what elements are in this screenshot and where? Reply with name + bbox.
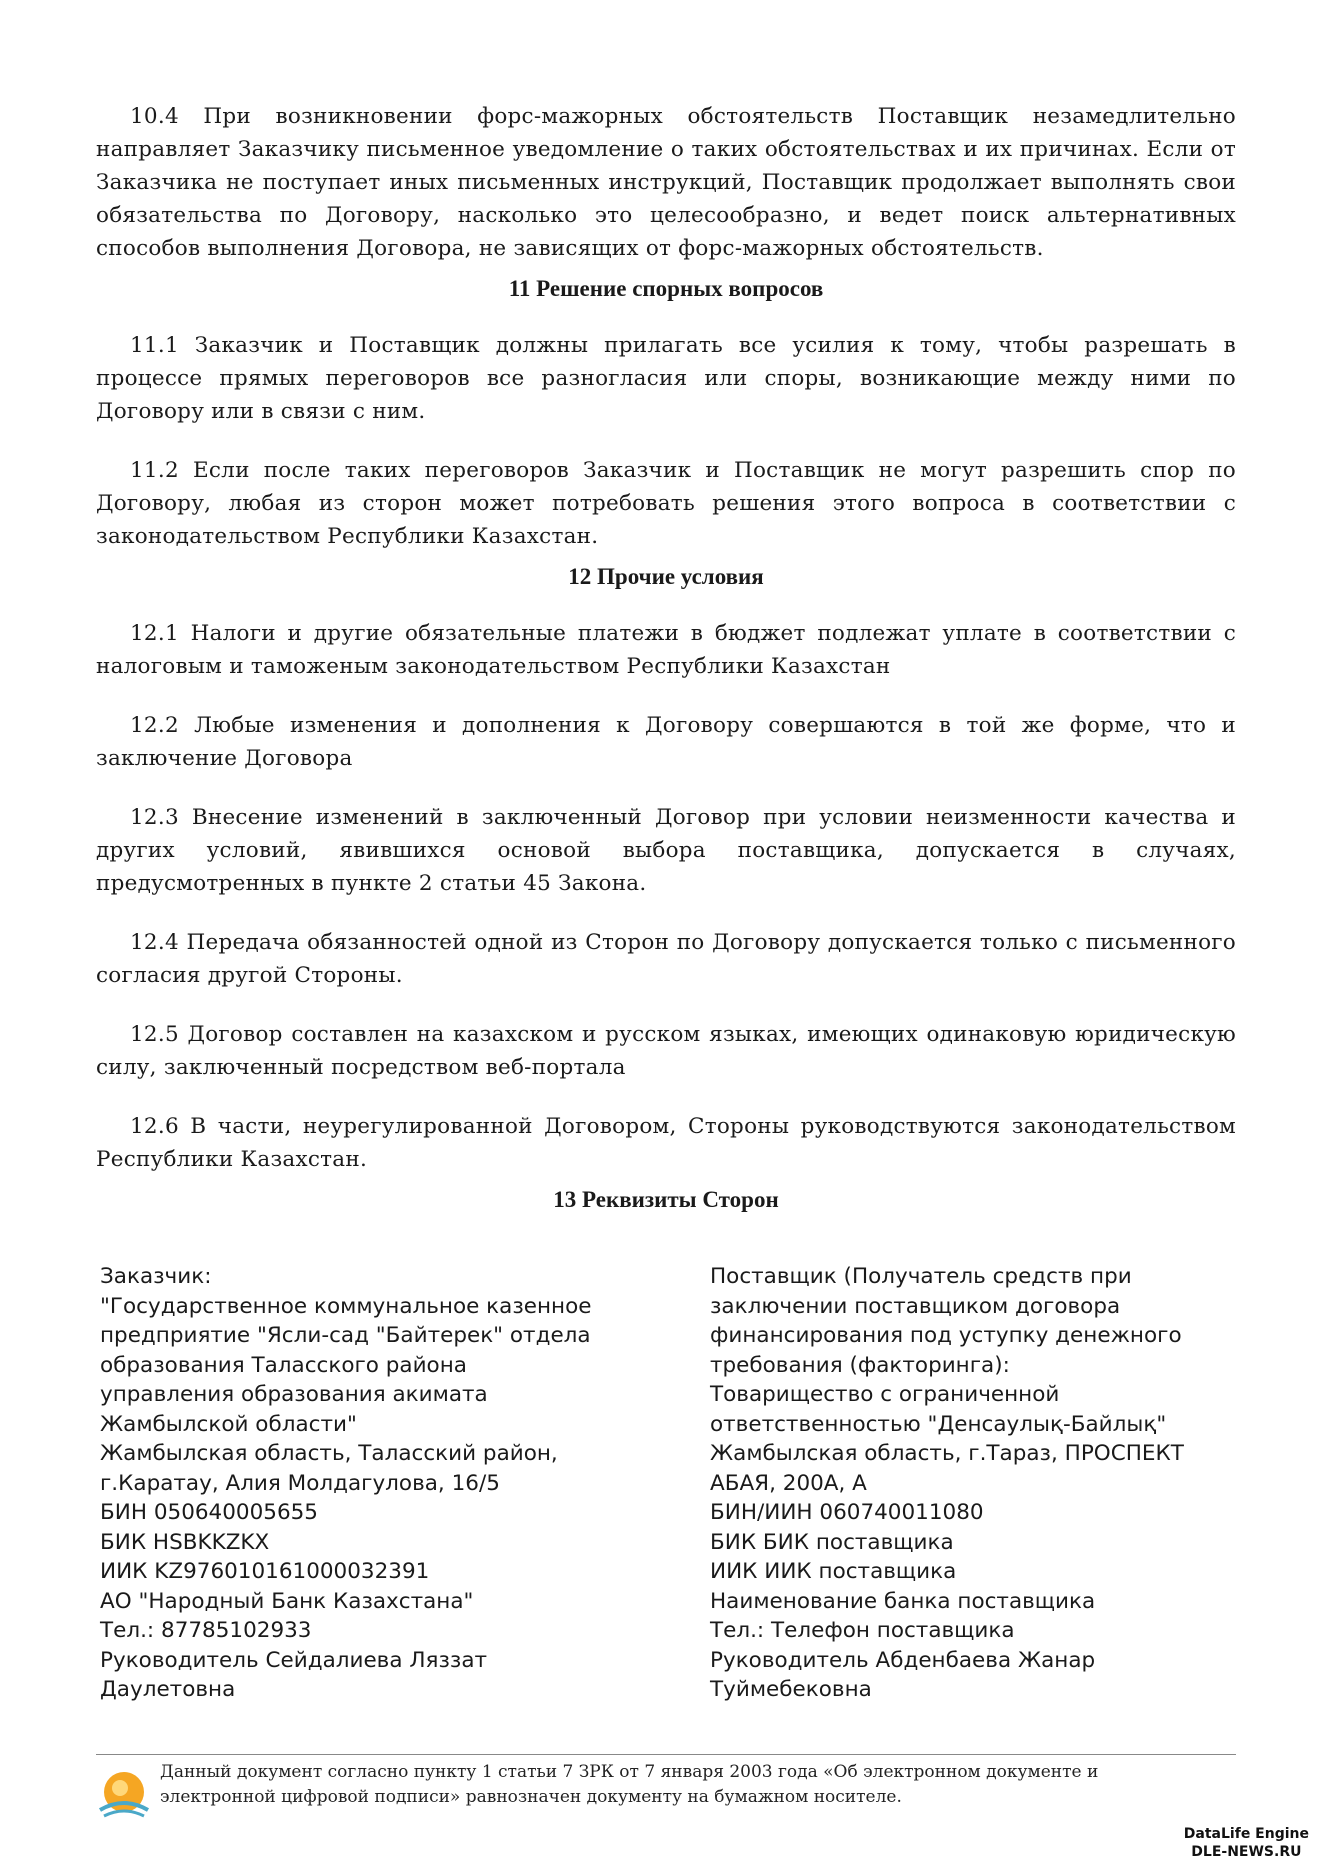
- customer-line: АО "Народный Банк Казахстана": [100, 1588, 474, 1614]
- supplier-line: Жамбылская область, г.Тараз, ПРОСПЕКТ: [710, 1441, 1184, 1466]
- paragraph-11-2: 11.2 Если после таких переговоров Заказчик и Поставщик не могут разрешить спор по Договору, любая из сторон может потребовать решения этого вопроса в соответствии с законодательством Республики Казахстан.: [96, 458, 1236, 549]
- paragraph-12-4: 12.4 Передача обязанностей одной из Сторон по Договору допускается только с письменного согласия другой Стороны.: [96, 930, 1236, 988]
- supplier-line: ИИК ИИК поставщика: [710, 1559, 957, 1584]
- customer-line: ИИК KZ976010161000032391: [100, 1559, 430, 1584]
- customer-line: управления образования акимата: [100, 1382, 488, 1407]
- heading-section-13: 13 Реквизиты Сторон: [553, 1187, 779, 1212]
- footer: [96, 1760, 1236, 1822]
- legal-note: [160, 1760, 1098, 1810]
- supplier-line: Поставщик (Получатель средств при: [710, 1264, 1132, 1289]
- watermark-line: DataLife Engine: [1183, 1826, 1309, 1842]
- supplier-line: БИК БИК поставщика: [710, 1529, 954, 1555]
- customer-line: Заказчик:: [100, 1264, 212, 1289]
- customer-line: г.Каратау, Алия Молдагулова, 16/5: [100, 1470, 500, 1496]
- paragraph-10-4: 10.4 При возникновении форс-мажорных обстоятельств Поставщик незамедлительно направляет Заказчику письменное уведомление о таких обстоятельствах и их причинах. Если от Заказчика не поступает иных письменных инструкций, Поставщик продолжает выполнять свои обязательства по Договору, насколько это целесообразно, и ведет поиск альтернативных способов выполнения Договора, не зависящих от форс-мажорных обстоятельств.: [96, 104, 1236, 261]
- supplier-line: БИН/ИИН 060740011080: [710, 1500, 984, 1525]
- customer-line: Жамбылской области": [100, 1411, 357, 1437]
- customer-line: "Государственное коммунальное казенное: [100, 1293, 592, 1319]
- supplier-line: требования (факторинга):: [710, 1352, 1010, 1378]
- customer-line: предприятие "Ясли-сад "Байтерек" отдела: [100, 1323, 591, 1348]
- legal-note-line: электронной цифровой подписи» равнозначен документу на бумажном носителе.: [160, 1787, 902, 1807]
- paragraph-12-6: 12.6 В части, неурегулированной Договором, Стороны руководствуются законодательством Республики Казахстан.: [96, 1114, 1236, 1172]
- document-body: [96, 100, 1236, 1240]
- paragraph-12-1: 12.1 Налоги и другие обязательные платежи в бюджет подлежат уплате в соответствии с налоговым и таможеным законодательством Республики Казахстан: [96, 621, 1236, 679]
- footer-divider: [96, 1754, 1236, 1755]
- party-details: [100, 1262, 1230, 1705]
- supplier-line: Руководитель Абденбаева Жанар: [710, 1647, 1096, 1673]
- supplier-line: финансирования под уступку денежного: [710, 1323, 1182, 1348]
- customer-line: БИК HSBKKZKX: [100, 1529, 270, 1555]
- legal-note-line: Данный документ согласно пункту 1 статьи 7 ЗРК от 7 января 2003 года «Об электронном документе и: [160, 1762, 1099, 1782]
- watermark-line: DLE-NEWS.RU: [1191, 1844, 1302, 1860]
- supplier-line: Наименование банка поставщика: [710, 1588, 1096, 1614]
- supplier-line: заключении поставщиком договора: [710, 1293, 1121, 1319]
- watermark: [1184, 1825, 1309, 1861]
- customer-line: Даулетовна: [100, 1677, 236, 1702]
- customer-line: Тел.: 87785102933: [100, 1618, 312, 1643]
- customer-line: Руководитель Сейдалиева Ляззат: [100, 1647, 488, 1673]
- paragraph-12-3: 12.3 Внесение изменений в заключенный Договор при условии неизменности качества и других условий, явившихся основой выбора поставщика, допускается в случаях, предусмотренных в пункте 2 статьи 45 Закона.: [96, 805, 1236, 896]
- supplier-line: ответственностью "Денсаулық-Байлық": [710, 1411, 1167, 1437]
- egov-logo-icon: [96, 1766, 152, 1822]
- paragraph-12-5: 12.5 Договор составлен на казахском и русском языках, имеющих одинаковую юридическую силу, заключенный посредством веб-портала: [96, 1022, 1236, 1080]
- heading-section-12: 12 Прочие условия: [568, 564, 764, 589]
- customer-line: БИН 050640005655: [100, 1500, 318, 1525]
- paragraph-11-1: 11.1 Заказчик и Поставщик должны прилагать все усилия к тому, чтобы разрешать в процессе прямых переговоров все разногласия или споры, возникающие между ними по Договору или в связи с ним.: [96, 333, 1236, 424]
- supplier-line: Товарищество с ограниченной: [710, 1382, 1060, 1407]
- customer-line: Жамбылская область, Таласский район,: [100, 1441, 558, 1466]
- heading-section-11: 11 Решение спорных вопросов: [508, 276, 824, 301]
- customer-details: [100, 1262, 620, 1705]
- supplier-line: АБАЯ, 200А, А: [710, 1470, 867, 1496]
- supplier-details: [710, 1262, 1230, 1705]
- customer-line: образования Таласского района: [100, 1352, 467, 1378]
- supplier-line: Тел.: Телефон поставщика: [710, 1618, 1015, 1643]
- supplier-line: Туймебековна: [710, 1677, 872, 1702]
- paragraph-12-2: 12.2 Любые изменения и дополнения к Договору совершаются в той же форме, что и заключение Договора: [96, 713, 1236, 771]
